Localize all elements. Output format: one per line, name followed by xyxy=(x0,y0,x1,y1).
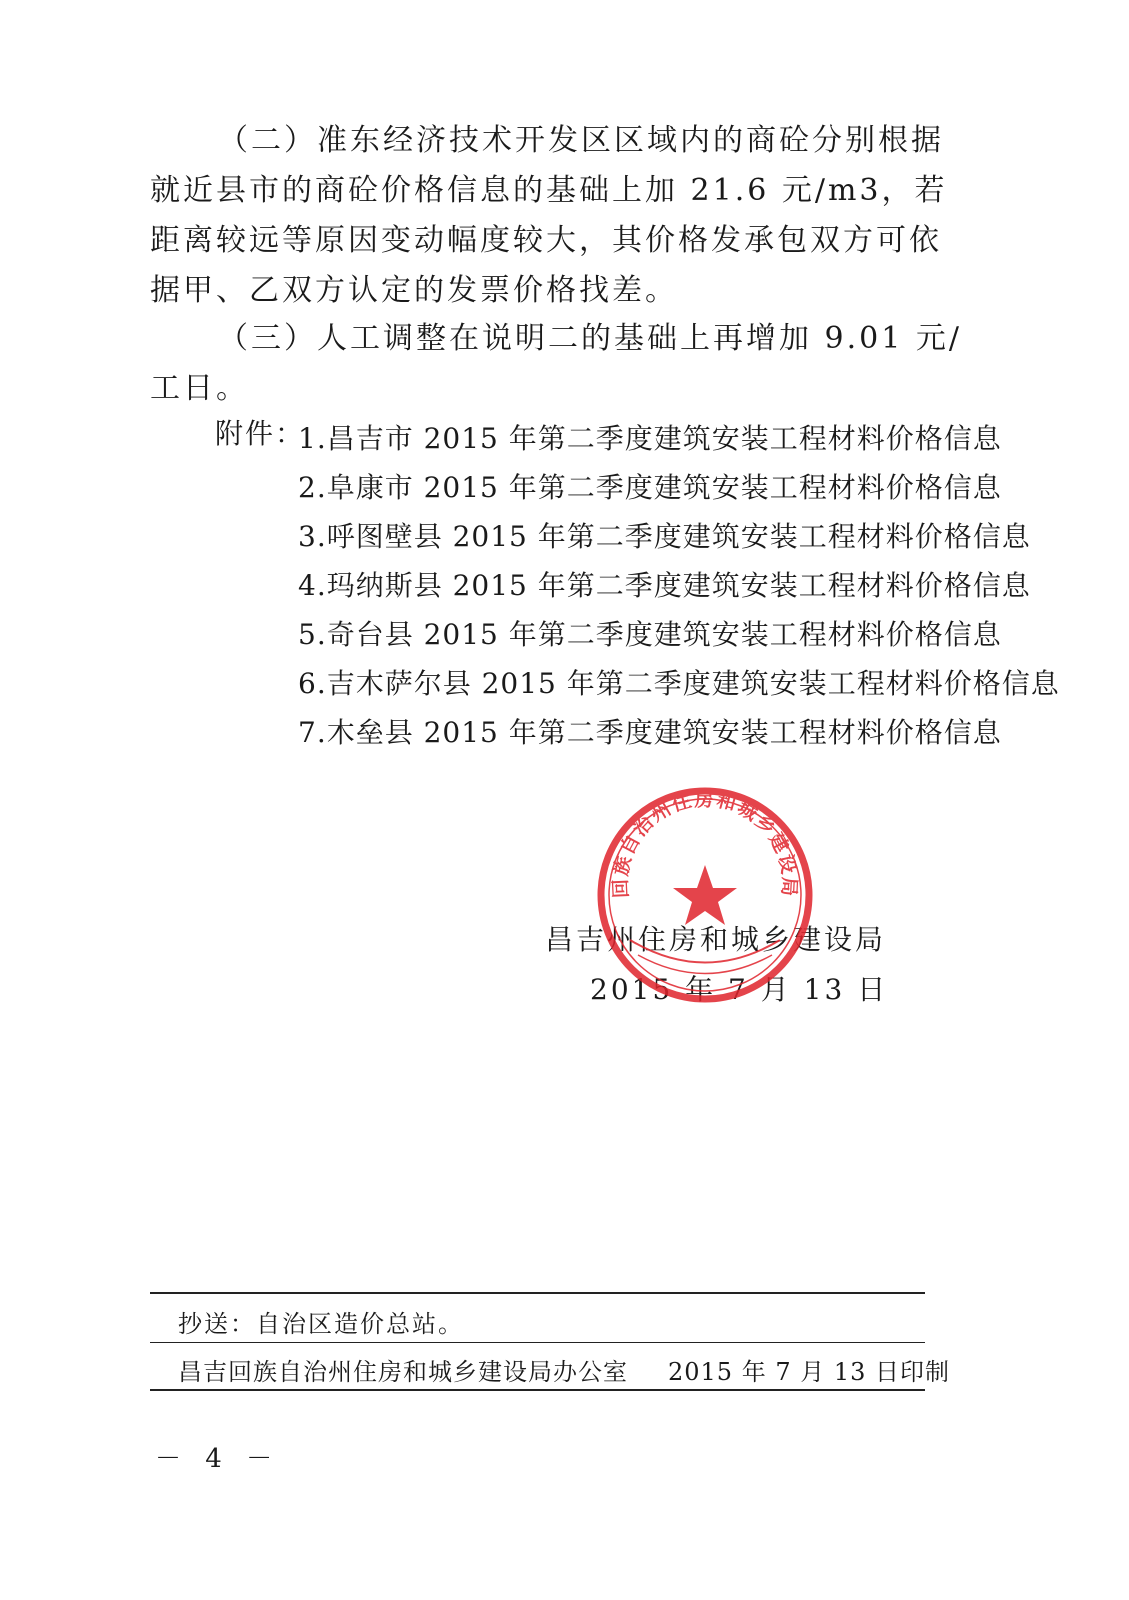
footer-rule-middle xyxy=(150,1342,925,1343)
print-date: 2015 年 7 月 13 日印制 xyxy=(668,1358,951,1386)
footer-rule-bottom xyxy=(150,1389,925,1391)
seal-script-lines xyxy=(630,940,780,963)
attachment-item: 5.奇台县 2015 年第二季度建筑安装工程材料价格信息 xyxy=(298,618,1002,651)
attachment-item: 1.昌吉市 2015 年第二季度建筑安装工程材料价格信息 xyxy=(298,422,1002,455)
seal-star xyxy=(673,865,737,925)
attachments-list xyxy=(298,414,1060,757)
official-seal-icon xyxy=(590,780,820,1010)
print-organization: 昌吉回族自治州住房和城乡建设局办公室 xyxy=(178,1358,628,1386)
seal-arc-text: 回族自治州住房和城乡建设局 xyxy=(609,788,801,899)
body-paragraph-3: （三）人工调整在说明二的基础上再增加 9.01 元/工日。 xyxy=(150,321,962,406)
attachment-item: 4.玛纳斯县 2015 年第二季度建筑安装工程材料价格信息 xyxy=(298,569,1031,602)
attachment-item: 2.阜康市 2015 年第二季度建筑安装工程材料价格信息 xyxy=(298,471,1002,504)
body-paragraph-2: （二）准东经济技术开发区区域内的商砼分别根据就近县市的商砼价格信息的基础上加 21.6 元/m3，若距离较远等原因变动幅度较大，其价格发承包双方可依据甲、乙双方认定的发票价格找差。 xyxy=(150,123,948,308)
attachment-item: 7.木垒县 2015 年第二季度建筑安装工程材料价格信息 xyxy=(298,716,1002,749)
signature-date: 2015 年 7 月 13 日 xyxy=(590,973,889,1006)
page-number: － 4 － xyxy=(155,1444,281,1474)
attachment-item: 3.呼图壁县 2015 年第二季度建筑安装工程材料价格信息 xyxy=(298,520,1031,553)
seal-script-lines xyxy=(638,955,772,974)
attachments-label: 附件： xyxy=(215,417,306,450)
footer-rule-top xyxy=(150,1292,925,1294)
cc-line: 抄送：自治区造价总站。 xyxy=(178,1310,464,1338)
attachment-item: 6.吉木萨尔县 2015 年第二季度建筑安装工程材料价格信息 xyxy=(298,667,1060,700)
signature-organization: 昌吉州住房和城乡建设局 xyxy=(545,923,887,956)
